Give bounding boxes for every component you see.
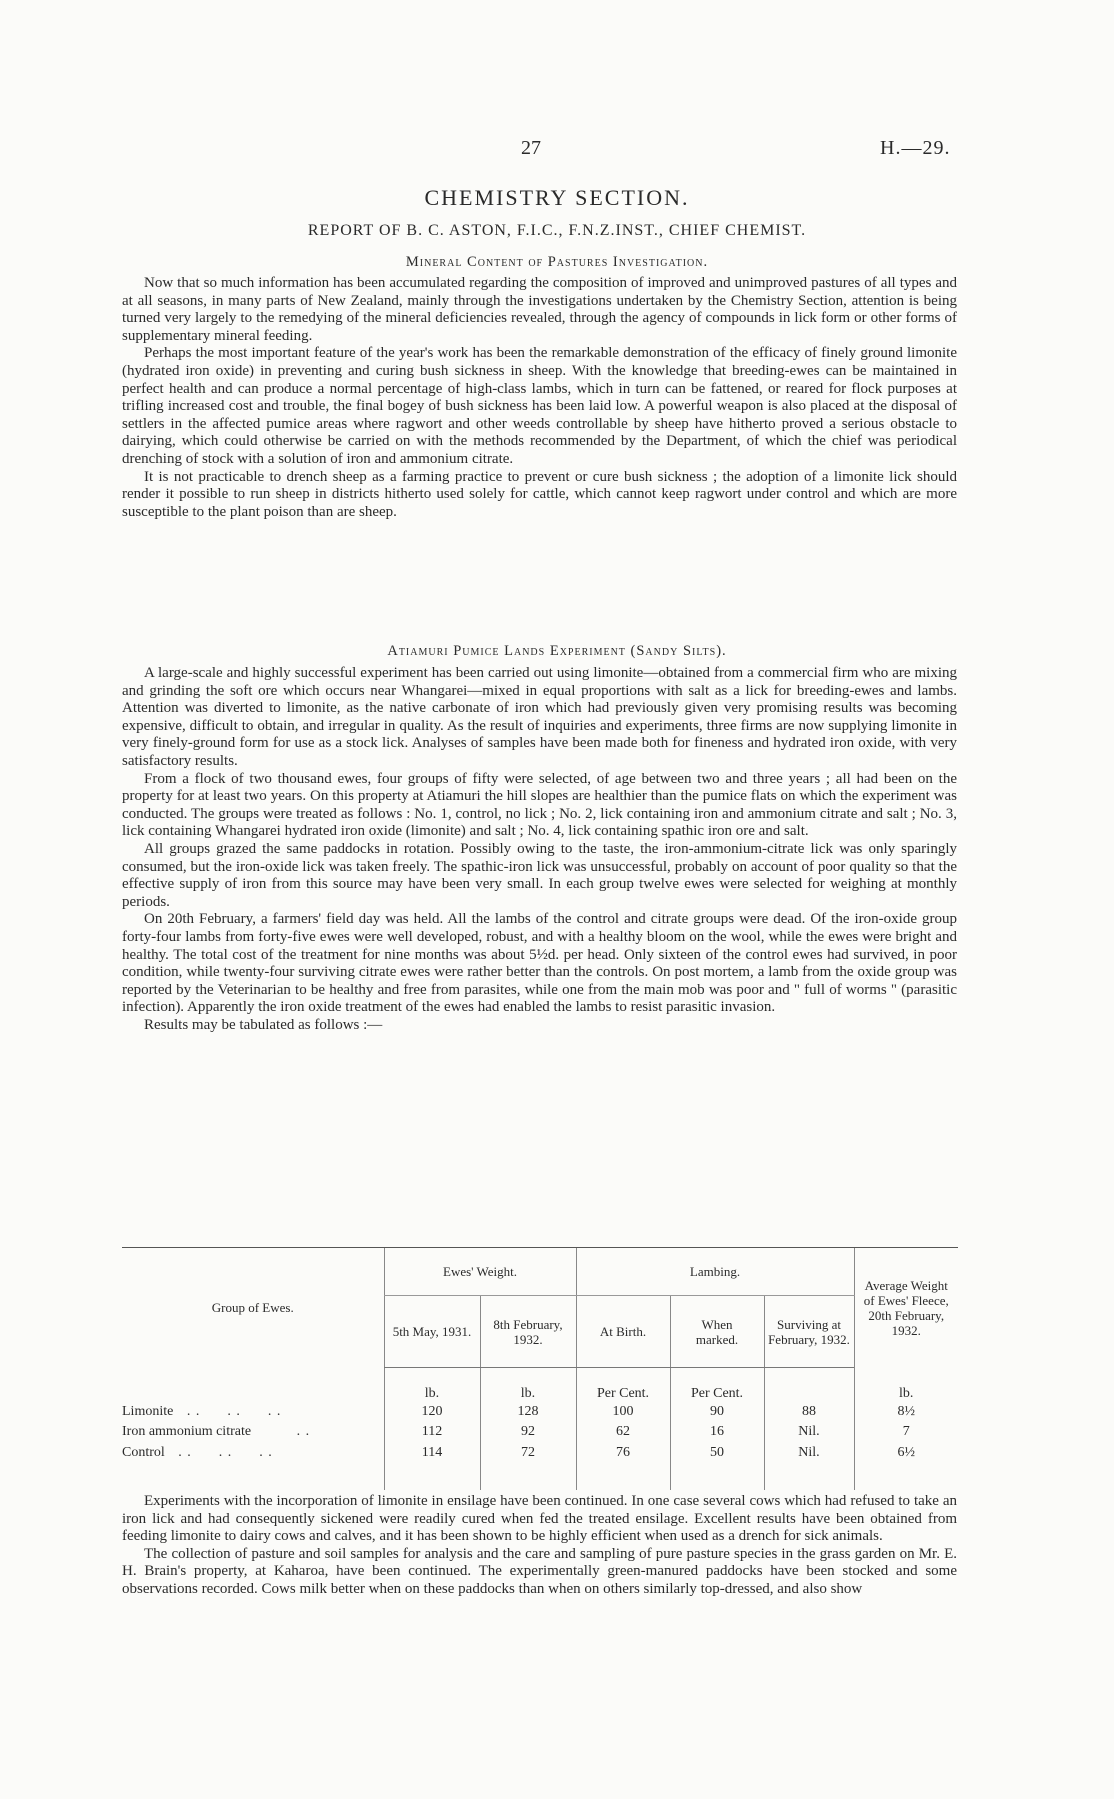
group-of-ewes-header: Group of Ewes. [122,1248,384,1368]
lambing-birth-cell: 76 [576,1442,670,1464]
lambing-marked-cell: 50 [670,1442,764,1464]
fleece-weight-header: Average Weight of Ewes' Fleece, 20th February, 1932. [854,1248,958,1368]
atiamuri-experiment-heading: Atiamuri Pumice Lands Experiment (Sandy Silts). [387,643,727,659]
mineral-content-heading: Mineral Content of Pastures Investigation. [405,254,709,270]
group-name-cell: Limonite . . . . . . [122,1403,282,1419]
weight-feb-cell: 72 [480,1442,576,1464]
feb-1932-header: 8th February, 1932. [480,1296,576,1368]
lambing-birth-cell: 62 [576,1422,670,1442]
group-name-cell: Control . . . . . . [122,1444,273,1460]
page-number: 27 [521,137,541,159]
table-row [122,1422,958,1442]
paragraph: It is not practicable to drench sheep as a farming practice to prevent or cure bush sickness ; the adoption of a limonite lick should render it possible to run sheep in districts hitherto used solely for cattle, which cannot keep ragwort under control and which are more susceptible to the plant poison than are sheep. [122,468,957,520]
group-name-cell: Iron ammonium citrate . . [122,1423,311,1439]
table-row [122,1402,958,1422]
lambing-header: Lambing. [576,1248,854,1296]
report-subtitle: REPORT OF B. C. ASTON, F.I.C., F.N.Z.INST., CHIEF CHEMIST. [307,222,807,239]
atiamuri-experiment-body [122,665,957,1034]
fleece-cell: 7 [854,1422,958,1442]
unit-cell: lb. [480,1368,576,1402]
paragraph: Now that so much information has been accumulated regarding the composition of improved and unimproved pastures of all types and at all seasons, in many parts of New Zealand, mainly through the investigations undertaken by the Chemistry Section, attention is being turned very largely to the remedying of the mineral deficiencies revealed, through the agency of compounds in lick form or other forms of supplementary mineral feeding. [122,275,957,344]
paragraph: A large-scale and highly successful experiment has been carried out using limonite—obtained from a commercial firm who are mixing and grinding the soft ore which occurs near Whangarei—mixed in equal proportions with salt as a lick for breeding-ewes and lambs. Attention was diverted to limonite, as the native carbonate of iron which had previously given very promising results was becoming expensive, difficult to obtain, and irregular in quality. As the result of inquiries and experiments, three firms are now supplying limonite in very finely-ground form for use as a stock lick. Analyses of samples have been made both for fineness and hydrated iron oxide, with very satisfactory results. [122,665,957,769]
mineral-content-body [122,275,957,521]
lambing-marked-cell: 16 [670,1422,764,1442]
lambing-marked-cell: 90 [670,1402,764,1422]
paragraph: On 20th February, a farmers' field day was held. All the lambs of the control and citrate groups were dead. Of the iron-oxide group forty-four lambs from forty-five ewes were well developed, robust, and with a healthy bloom on the wool, while the ewes were bright and healthy. The total cost of the treatment for nine months was about 5½d. per head. Only sixteen of the control ewes had survived, in poor condition, while twenty-four surviving citrate ewes were rather better than the controls. On post mortem, a lamb from the oxide group was reported by the Veterinarian to be healthy and free from parasites, while one from the main mob was poor and " full of worms " (parasitic infection). Apparently the iron oxide treatment of the ewes had enabled the lambs to resist parasitic invasion. [122,911,957,1016]
unit-cell: Per Cent. [670,1368,764,1402]
page-header [0,137,1114,161]
weight-may-cell: 114 [384,1442,480,1464]
surviving-header: Surviving at February, 1932. [764,1296,854,1368]
paragraph: All groups grazed the same paddocks in rotation. Possibly owing to the taste, the iron-ammonium-citrate lick was only sparingly consumed, but the iron-oxide lick was taken freely. The spathic-iron lick was unsuccessful, probably on account of poor quality so that the effective supply of iron from this source may have been very small. In each group twelve ewes were selected for weighing at monthly periods. [122,840,957,910]
lambing-birth-cell: 100 [576,1402,670,1422]
unit-cell: Per Cent. [576,1368,670,1402]
section-title: CHEMISTRY SECTION. [424,185,690,210]
table-row [122,1442,958,1464]
surviving-cell: 88 [764,1402,854,1422]
fleece-cell: 6½ [854,1442,958,1464]
weight-feb-cell: 128 [480,1402,576,1422]
paragraph: Experiments with the incorporation of limonite in ensilage have been continued. In one case several cows which had refused to take an iron lick and had consequently sickened were readily cured when fed the treated ensilage. Excellent results have been obtained from feeding limonite to dairy cows and calves, and it has been shown to be highly efficient when used as a drench for sick animals. [122,1493,957,1545]
weight-may-cell: 112 [384,1422,480,1442]
unit-cell: lb. [384,1368,480,1402]
unit-cell [764,1368,854,1402]
unit-cell: lb. [854,1368,958,1402]
when-marked-header: When marked. [670,1296,764,1368]
weight-feb-cell: 92 [480,1422,576,1442]
paragraph: The collection of pasture and soil samples for analysis and the care and sampling of pure pasture species in the grass garden on Mr. E. H. Brain's property, at Kaharoa, have been continued. The experimentally green-manured paddocks have been stocked and some observations recorded. Cows milk better when on these paddocks than when on others similarly top-dressed, and also show [122,1545,957,1597]
surviving-cell: Nil. [764,1442,854,1464]
weight-may-cell: 120 [384,1402,480,1422]
document-reference: H.—29. [880,137,951,159]
paragraph: Perhaps the most important feature of the year's work has been the remarkable demonstration of the efficacy of finely ground limonite (hydrated iron oxide) in preventing and curing bush sickness in sheep. With the knowledge that breeding-ewes can be maintained in perfect health and can produce a normal percentage of high-class lambs, which in turn can be fattened, or reared for flock purposes at trifling increased cost and trouble, the final bogey of bush sickness has been laid low. A powerful weapon is also placed at the disposal of settlers in the affected pumice areas where ragwort and other weeds controllable by sheep have hitherto proved a serious obstacle to dairying, which could otherwise be carried on with the methods recommended by the Department, of which the chief was periodical drenching of stock with a solution of iron and ammonium citrate. [122,345,957,467]
results-table [122,1247,958,1490]
ewes-weight-header: Ewes' Weight. [384,1248,576,1296]
fleece-cell: 8½ [854,1402,958,1422]
at-birth-header: At Birth. [576,1296,670,1368]
paragraph: Results may be tabulated as follows :— [144,1016,383,1033]
paragraph: From a flock of two thousand ewes, four groups of fifty were selected, of age between two and three years ; all had been on the property for at least two years. On this property at Atiamuri the hill slopes are healthier than the pumice flats on which the experiment was conducted. The groups were treated as follows : No. 1, control, no lick ; No. 2, lick containing iron and ammonium citrate and salt ; No. 3, lick containing Whangarei hydrated iron oxide (limonite) and salt ; No. 4, lick containing spathic iron ore and salt. [122,770,957,840]
limonite-ensilage-body [122,1493,957,1599]
may-1931-header: 5th May, 1931. [384,1296,480,1368]
surviving-cell: Nil. [764,1422,854,1442]
